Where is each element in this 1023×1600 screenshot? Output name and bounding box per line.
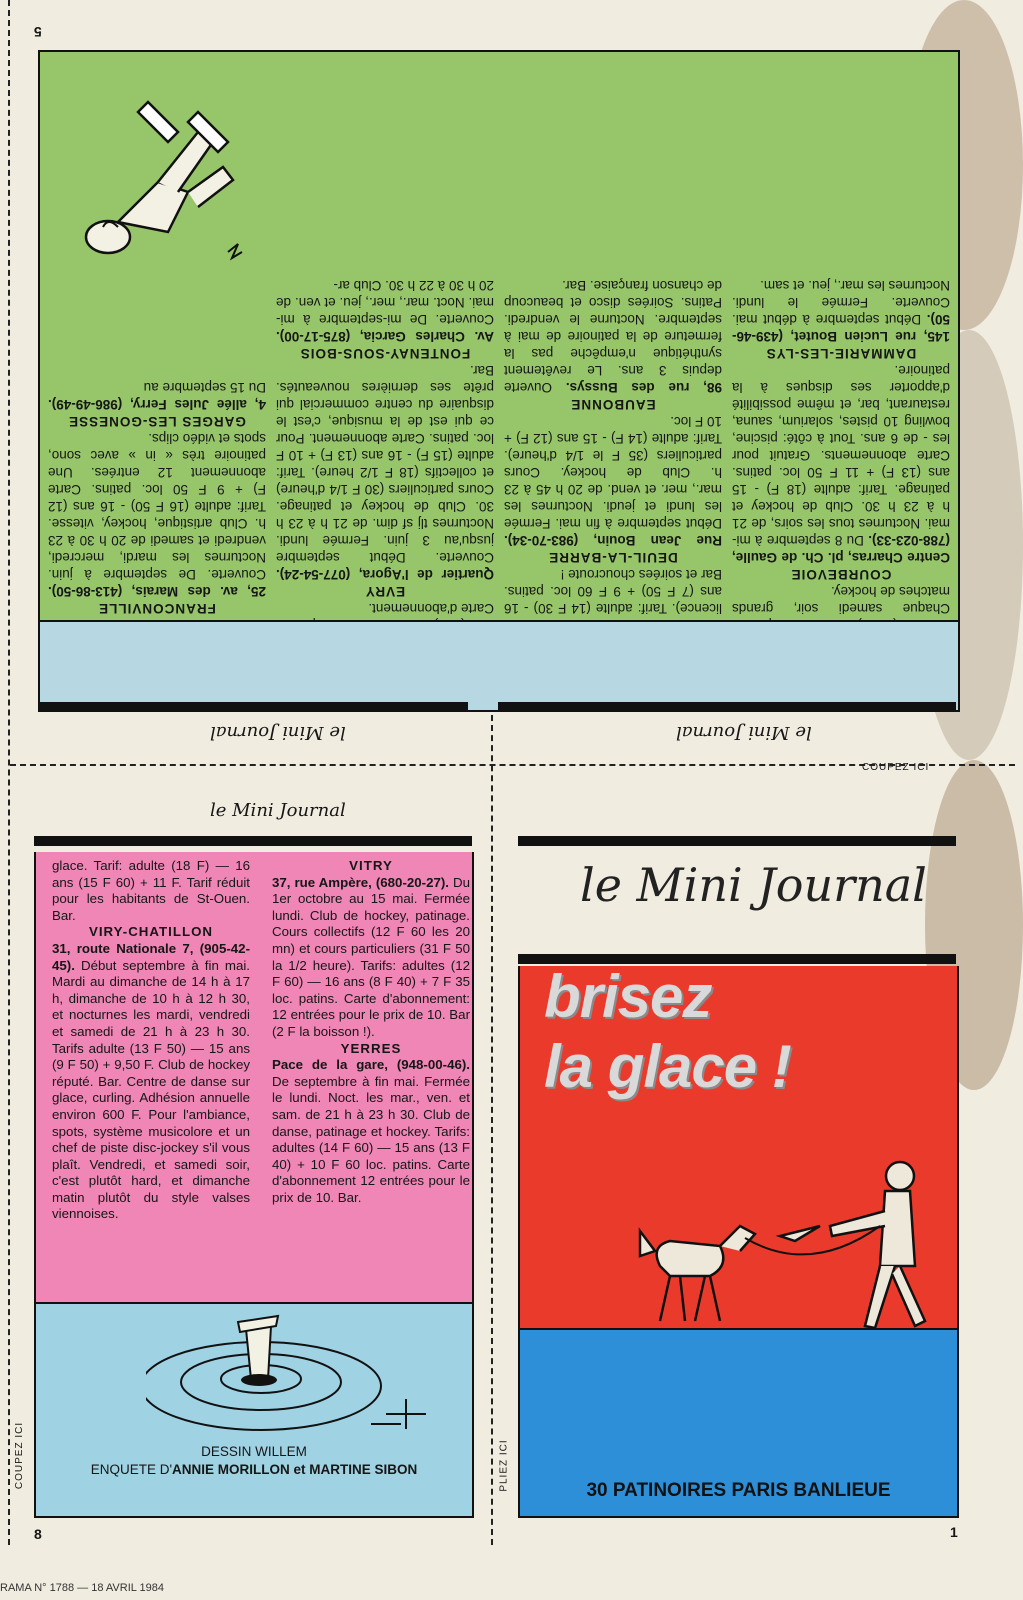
credit-names: ANNIE MORILLON et MARTINE SIBON bbox=[172, 1462, 418, 1477]
listing-column-right bbox=[272, 858, 470, 1206]
listing-address: 145, rue Lucien Boutet, (439-46-50). bbox=[732, 312, 950, 344]
listing-text: Du 8 septembre à mi-mai. Nocturnes tous les soirs, de 21 h à 23 h 30. Club de hockey et patinage. Tarif: adulte (18 F) - 15 ans (13 F) + 11 F 50 loc. patins. Carte abonnements. Gratuit pour les - de 6 ans. Tout à côté: piscine, bowling 10 pistes, solarium, sauna, restaurant, bar, et même possibilité d'apporter ses disques à la patinoire. bbox=[732, 363, 950, 548]
fold-label-vertical: PLIEZ ICI bbox=[498, 1439, 510, 1492]
city-heading: EAUBONNE bbox=[570, 397, 656, 412]
margin-cut-line bbox=[8, 0, 10, 1545]
credits-panel bbox=[34, 1302, 474, 1518]
city-heading: VIRY-CHATILLON bbox=[88, 924, 214, 940]
listing-column bbox=[504, 142, 722, 702]
listing-text: Couverte. De mi-septembre à mi-mai. Noct. mar., mer., jeu. et ven. de 20 h 30 à 22 h 30. Club ar- bbox=[276, 278, 494, 327]
city-heading: GARGES LES-GONESSE bbox=[68, 414, 246, 429]
cover-blue-panel bbox=[518, 1328, 959, 1518]
mini-journal-logo: le Mini Journal bbox=[210, 800, 346, 821]
listing-text: Du 1er octobre au 15 mai. Fermée lundi. Club de hockey, patinage. Cours collectifs (12 F 60 les 20 mn) et cours particuliers (31 F 50 la 1/2 heure). Tarifs: adultes (12 F 60) — 16 ans (8 F 40) + 7 F 35 loc. patins. Carte d'abonnement: 12 entrées pour le prix de 10. Bar (2 F la boisson !). bbox=[272, 874, 470, 1039]
falling-skater-illustration bbox=[48, 72, 258, 272]
listing-text: Couverte. Début septembre jusqu'au 3 juin. Fermée lundi. Nocturnes tlj sf dim. de 21 h à 23 h 30. Club de hockey et patinage. Cours particuliers (30 F 1/4 d'heure) et collectifs (18 F 1/2 heure). Tarif: adulte (15 F) - 16 ans (13 F) + 10 F loc. patins. Carte abonnement. Pour ce qui est de la musique, c'est le disquaire du centre commercial qui prête ses dernières nouveautés. Bar. bbox=[276, 363, 494, 565]
listing-address: 37, rue Ampère, (680-20-27). bbox=[272, 874, 450, 890]
headline-line-2: la glace ! bbox=[544, 1033, 791, 1100]
ice-hole-illustration bbox=[146, 1304, 446, 1454]
top-listing-panel bbox=[38, 50, 960, 712]
listing-column bbox=[276, 142, 494, 702]
city-heading: DEUIL-LA-BARRE bbox=[548, 550, 678, 565]
listing-text: Début septembre à début mai. Couverte. Fermée le lundi. Nocturnes les mar., jeu. et sam. bbox=[732, 278, 950, 327]
cover-subtitle: 30 PATINOIRES PARIS BANLIEUE bbox=[586, 1480, 891, 1501]
listing-address: Av. Charles Garcia, (875-17-00). bbox=[276, 329, 494, 344]
divider-bar bbox=[498, 702, 956, 712]
listing-text: De septembre à fin mai. Fermée le lundi. Noct. les mar., ven. et sam. de 21 h à 23 h 30. Club de danse, patinage et hockey. Tarifs: adultes (14 F 60) — 15 ans (13 F 40) + 10 F 60 loc. patins. Carte d'abonnement 12 entrées pour le prix de 10. Bar. bbox=[272, 1073, 470, 1205]
city-heading: DAMMARIE-LES-LYS bbox=[765, 346, 917, 361]
fold-line bbox=[491, 715, 493, 1545]
listing-address: Quartier de l'Agora, (077-54-24). bbox=[276, 567, 494, 582]
cut-label-vertical: COUPEZ ICI bbox=[14, 1421, 26, 1490]
cover-red-panel bbox=[518, 963, 959, 1328]
cut-label: COUPEZ ICI bbox=[862, 762, 930, 773]
listing-text: Ouverte depuis 3 ans. Le revêtement synthétique n'empêche pas la fermeture de la patinoire de mai à septembre. Nocturne le vendredi. Patins. Soirées disco et beaucoup de chanson française. Bar. bbox=[504, 278, 722, 395]
headline-line-1: brisez bbox=[544, 963, 712, 1030]
credit-investigation bbox=[36, 1462, 472, 1477]
listing-text: Couverte. De septembre à juin. Nocturnes les mardi, mercredi, vendredi et samedi de 20 h 30 à 23 h. Club artistique, hockey, vitesse. Tarif: adulte (16 F 50) - 16 ans (12 F) + 9 F 50 loc. patins. Carte abonnement 12 entrées. Une patinoire très « in » avec sono, spots et vidéo clips. bbox=[48, 431, 266, 582]
city-heading: YERRES bbox=[340, 1040, 402, 1056]
skater-and-dog-illustration bbox=[580, 1156, 950, 1336]
city-heading: COURBEVOIE bbox=[790, 567, 892, 582]
mini-journal-masthead: le Mini Journal bbox=[580, 858, 927, 912]
listing-text: Début septembre à fin mai. Fermée les lundi et jeudi. Nocturnes les mar., mer. et vend. de 20 h 45 à 23 h. Club de hockey. Cours particuliers (35 F le 1/4 d'heure). Tarif: adulte (14 F) - 15 ans (12 F) + 10 F loc. bbox=[504, 414, 722, 531]
pink-listing-panel bbox=[34, 852, 474, 1302]
divider-bar bbox=[34, 836, 472, 846]
listing-column-left bbox=[52, 858, 250, 1223]
footer-issue: RAMA N° 1788 — 18 AVRIL 1984 bbox=[0, 1582, 164, 1594]
listing-address: 31, route Nationale 7, (905-42-45). bbox=[52, 940, 250, 973]
listing-address: Pace de la gare, (948-00-46). bbox=[272, 1057, 470, 1073]
page-number-left: 8 bbox=[34, 1526, 42, 1542]
listing-address: 4, allée Jules Ferry, (986-49-49). bbox=[48, 397, 266, 412]
city-heading: FONTENAY-SOUS-BOIS bbox=[299, 346, 471, 361]
city-heading: VITRY bbox=[349, 858, 393, 873]
city-heading: EVRY bbox=[364, 584, 406, 599]
mini-journal-logo: le Mini Journal bbox=[210, 722, 346, 743]
page-number-right: 1 bbox=[950, 1524, 958, 1540]
listing-address: Rue Jean Bouin, (983-70-34). bbox=[504, 533, 722, 548]
sky-strip bbox=[40, 620, 958, 710]
listing-text: Début septembre à fin mai. Mardi au dimanche de 14 h à 17 h, dimanche de 10 h à 12 h 30, et nocturnes les mardi, vendredi et samedi de 21 h à 23 h 30. Tarifs adulte (13 F 50) — 15 ans (9 F 50) + 9,50 F. Club de hockey réputé. Bar. Centre de danse sur glace, curling. Adhésion annuelle environ 600 F. Pour l'ambiance, spots, système musicolore et un chef de piste disc-jockey s'il vous plaît. Vendredi, et samedi soir, c'est plutôt hard, et dimanche matin plutôt du style valses viennoises. bbox=[52, 957, 250, 1222]
divider-bar bbox=[518, 836, 956, 846]
listing-text: licence). Tarif: adulte (14 F 30) - 16 ans (7 F 50) + 9 F 60 loc. patins. Bar et soirées choucroute ! bbox=[504, 567, 722, 616]
mini-journal-logo: le Mini Journal bbox=[676, 722, 812, 743]
divider-bar bbox=[38, 702, 468, 712]
city-heading: FRANCONVILLE bbox=[98, 601, 216, 616]
listing-text: Chaque samedi soir, grands matches de hockey. bbox=[732, 584, 950, 616]
listing-text: Carte d'abonnement. bbox=[368, 601, 494, 616]
listing-column bbox=[732, 142, 950, 702]
listing-text: glace. Tarif: adulte (18 F) — 16 ans (15 F 60) + 11 F. Tarif réduit pour les habitants de St-Ouen. Bar. bbox=[52, 858, 250, 923]
credit-prefix: ENQUETE D' bbox=[90, 1462, 173, 1477]
credit-drawing: DESSIN WILLEM bbox=[201, 1444, 307, 1459]
listing-text: Du 15 septembre au bbox=[143, 380, 266, 395]
listing-address: Centre Charras, pl. Ch. de Gaulle, (788-023-33). bbox=[732, 533, 950, 565]
listing-address: 25, av. des Marais, (413-86-50). bbox=[48, 584, 266, 599]
listing-address: 98, rue des Bussys. bbox=[565, 380, 722, 395]
page-number-top: 5 bbox=[34, 24, 42, 40]
